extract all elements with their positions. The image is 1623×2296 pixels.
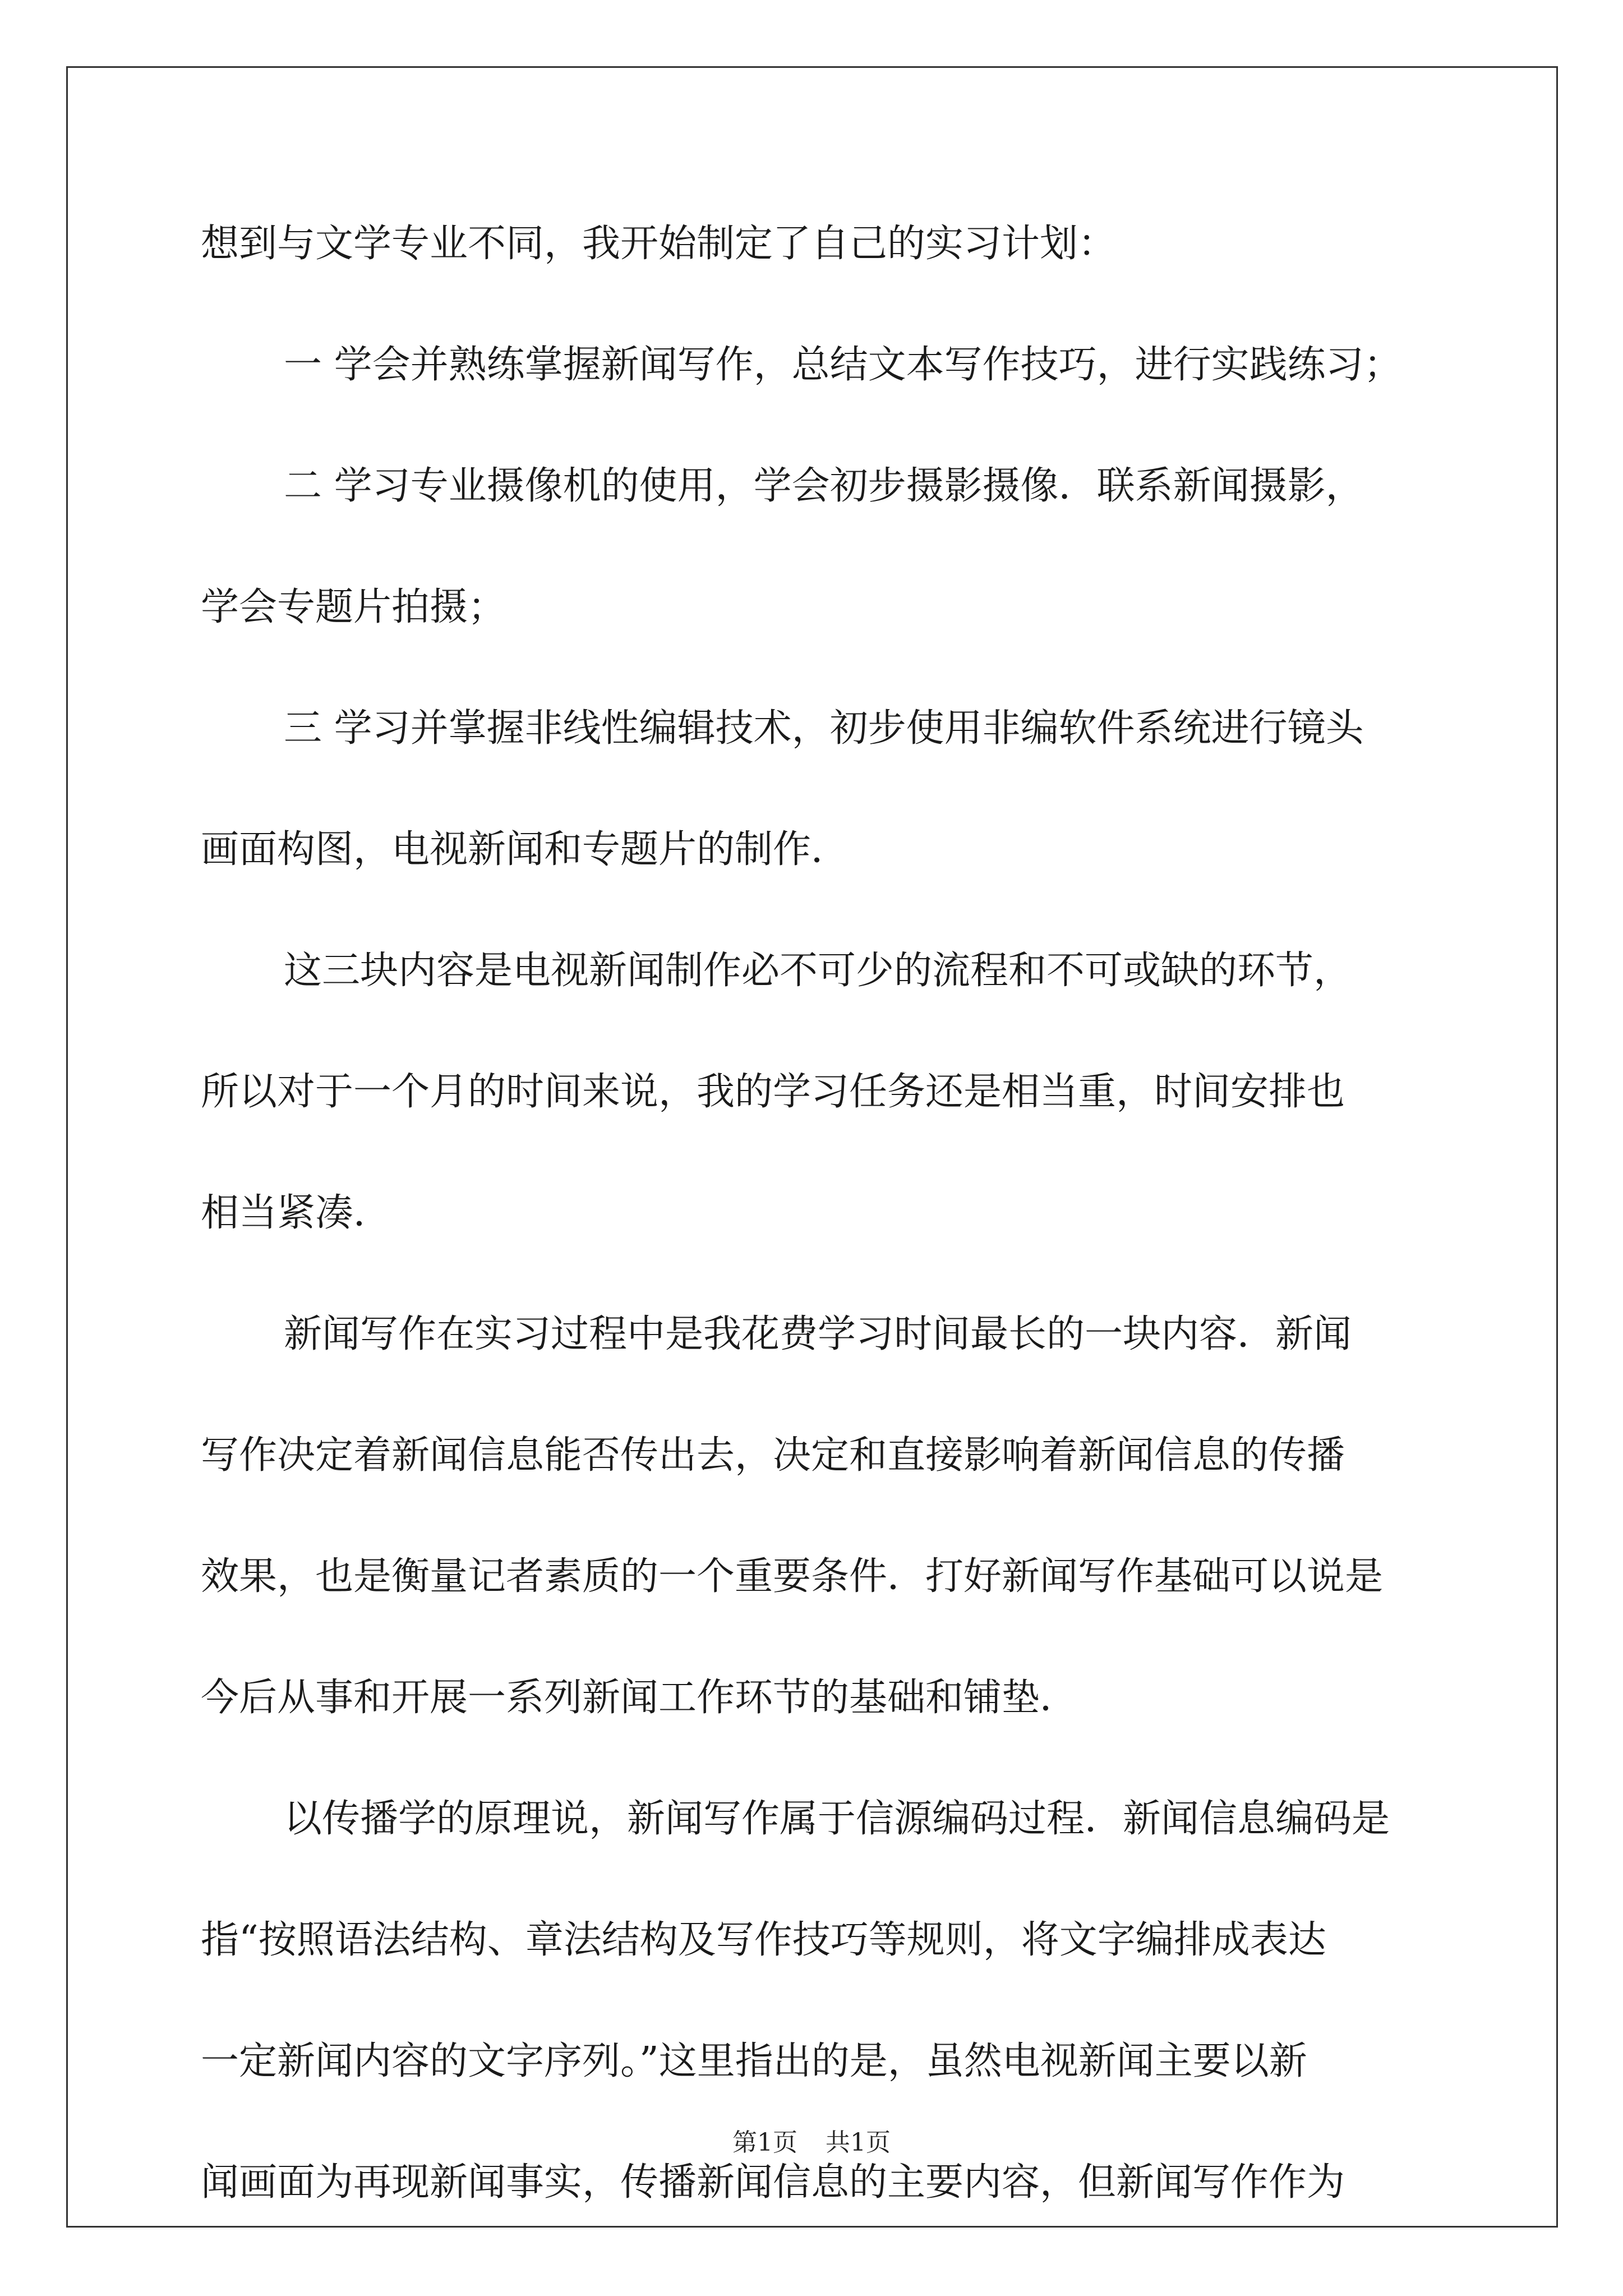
page-total: 共1页 [826, 2128, 891, 2157]
text-line: 画面构图，电视新闻和专题片的制作． [201, 827, 850, 872]
text-line: 效果，也是衡量记者素质的一个重要条件．打好新闻写作基础可以说是 [201, 1554, 1384, 1599]
text-line: 一 学会并熟练掌握新闻写作，总结文本写作技巧，进行实践练习； [284, 343, 1402, 387]
text-line: 闻画面为再现新闻事实，传播新闻信息的主要内容，但新闻写作作为 [201, 2160, 1345, 2205]
text-line: 二 学习专业摄像机的使用，学会初步摄影摄像．联系新闻摄影， [284, 464, 1364, 508]
text-line: 相当紧凑． [201, 1191, 392, 1235]
text-line: 以传播学的原理说，新闻写作属于信源编码过程．新闻信息编码是 [284, 1797, 1390, 1841]
text-line: 想到与文学专业不同，我开始制定了自己的实习计划： [201, 222, 1117, 266]
text-line: 指“按照语法结构、章法结构及写作技巧等规则，将文字编排成表达 [201, 1918, 1326, 1962]
text-line: 所以对于一个月的时间来说，我的学习任务还是相当重，时间安排也 [201, 1070, 1345, 1114]
text-line: 学会专题片拍摄； [201, 585, 506, 629]
document-body [201, 216, 1429, 2276]
page-footer [0, 2126, 1623, 2160]
text-line: 今后从事和开展一系列新闻工作环节的基础和铺垫． [201, 1676, 1078, 1720]
text-line: 新闻写作在实习过程中是我花费学习时间最长的一块内容．新闻 [284, 1312, 1352, 1356]
text-line: 这三块内容是电视新闻制作必不可少的流程和不可或缺的环节， [284, 949, 1352, 993]
page-number: 第1页 [732, 2128, 797, 2157]
text-line: 写作决定着新闻信息能否传出去，决定和直接影响着新闻信息的传播 [201, 1433, 1345, 1478]
text-line: 一定新闻内容的文字序列。”这里指出的是，虽然电视新闻主要以新 [201, 2039, 1307, 2083]
text-line: 三 学习并掌握非线性编辑技术，初步使用非编软件系统进行镜头 [284, 706, 1364, 751]
